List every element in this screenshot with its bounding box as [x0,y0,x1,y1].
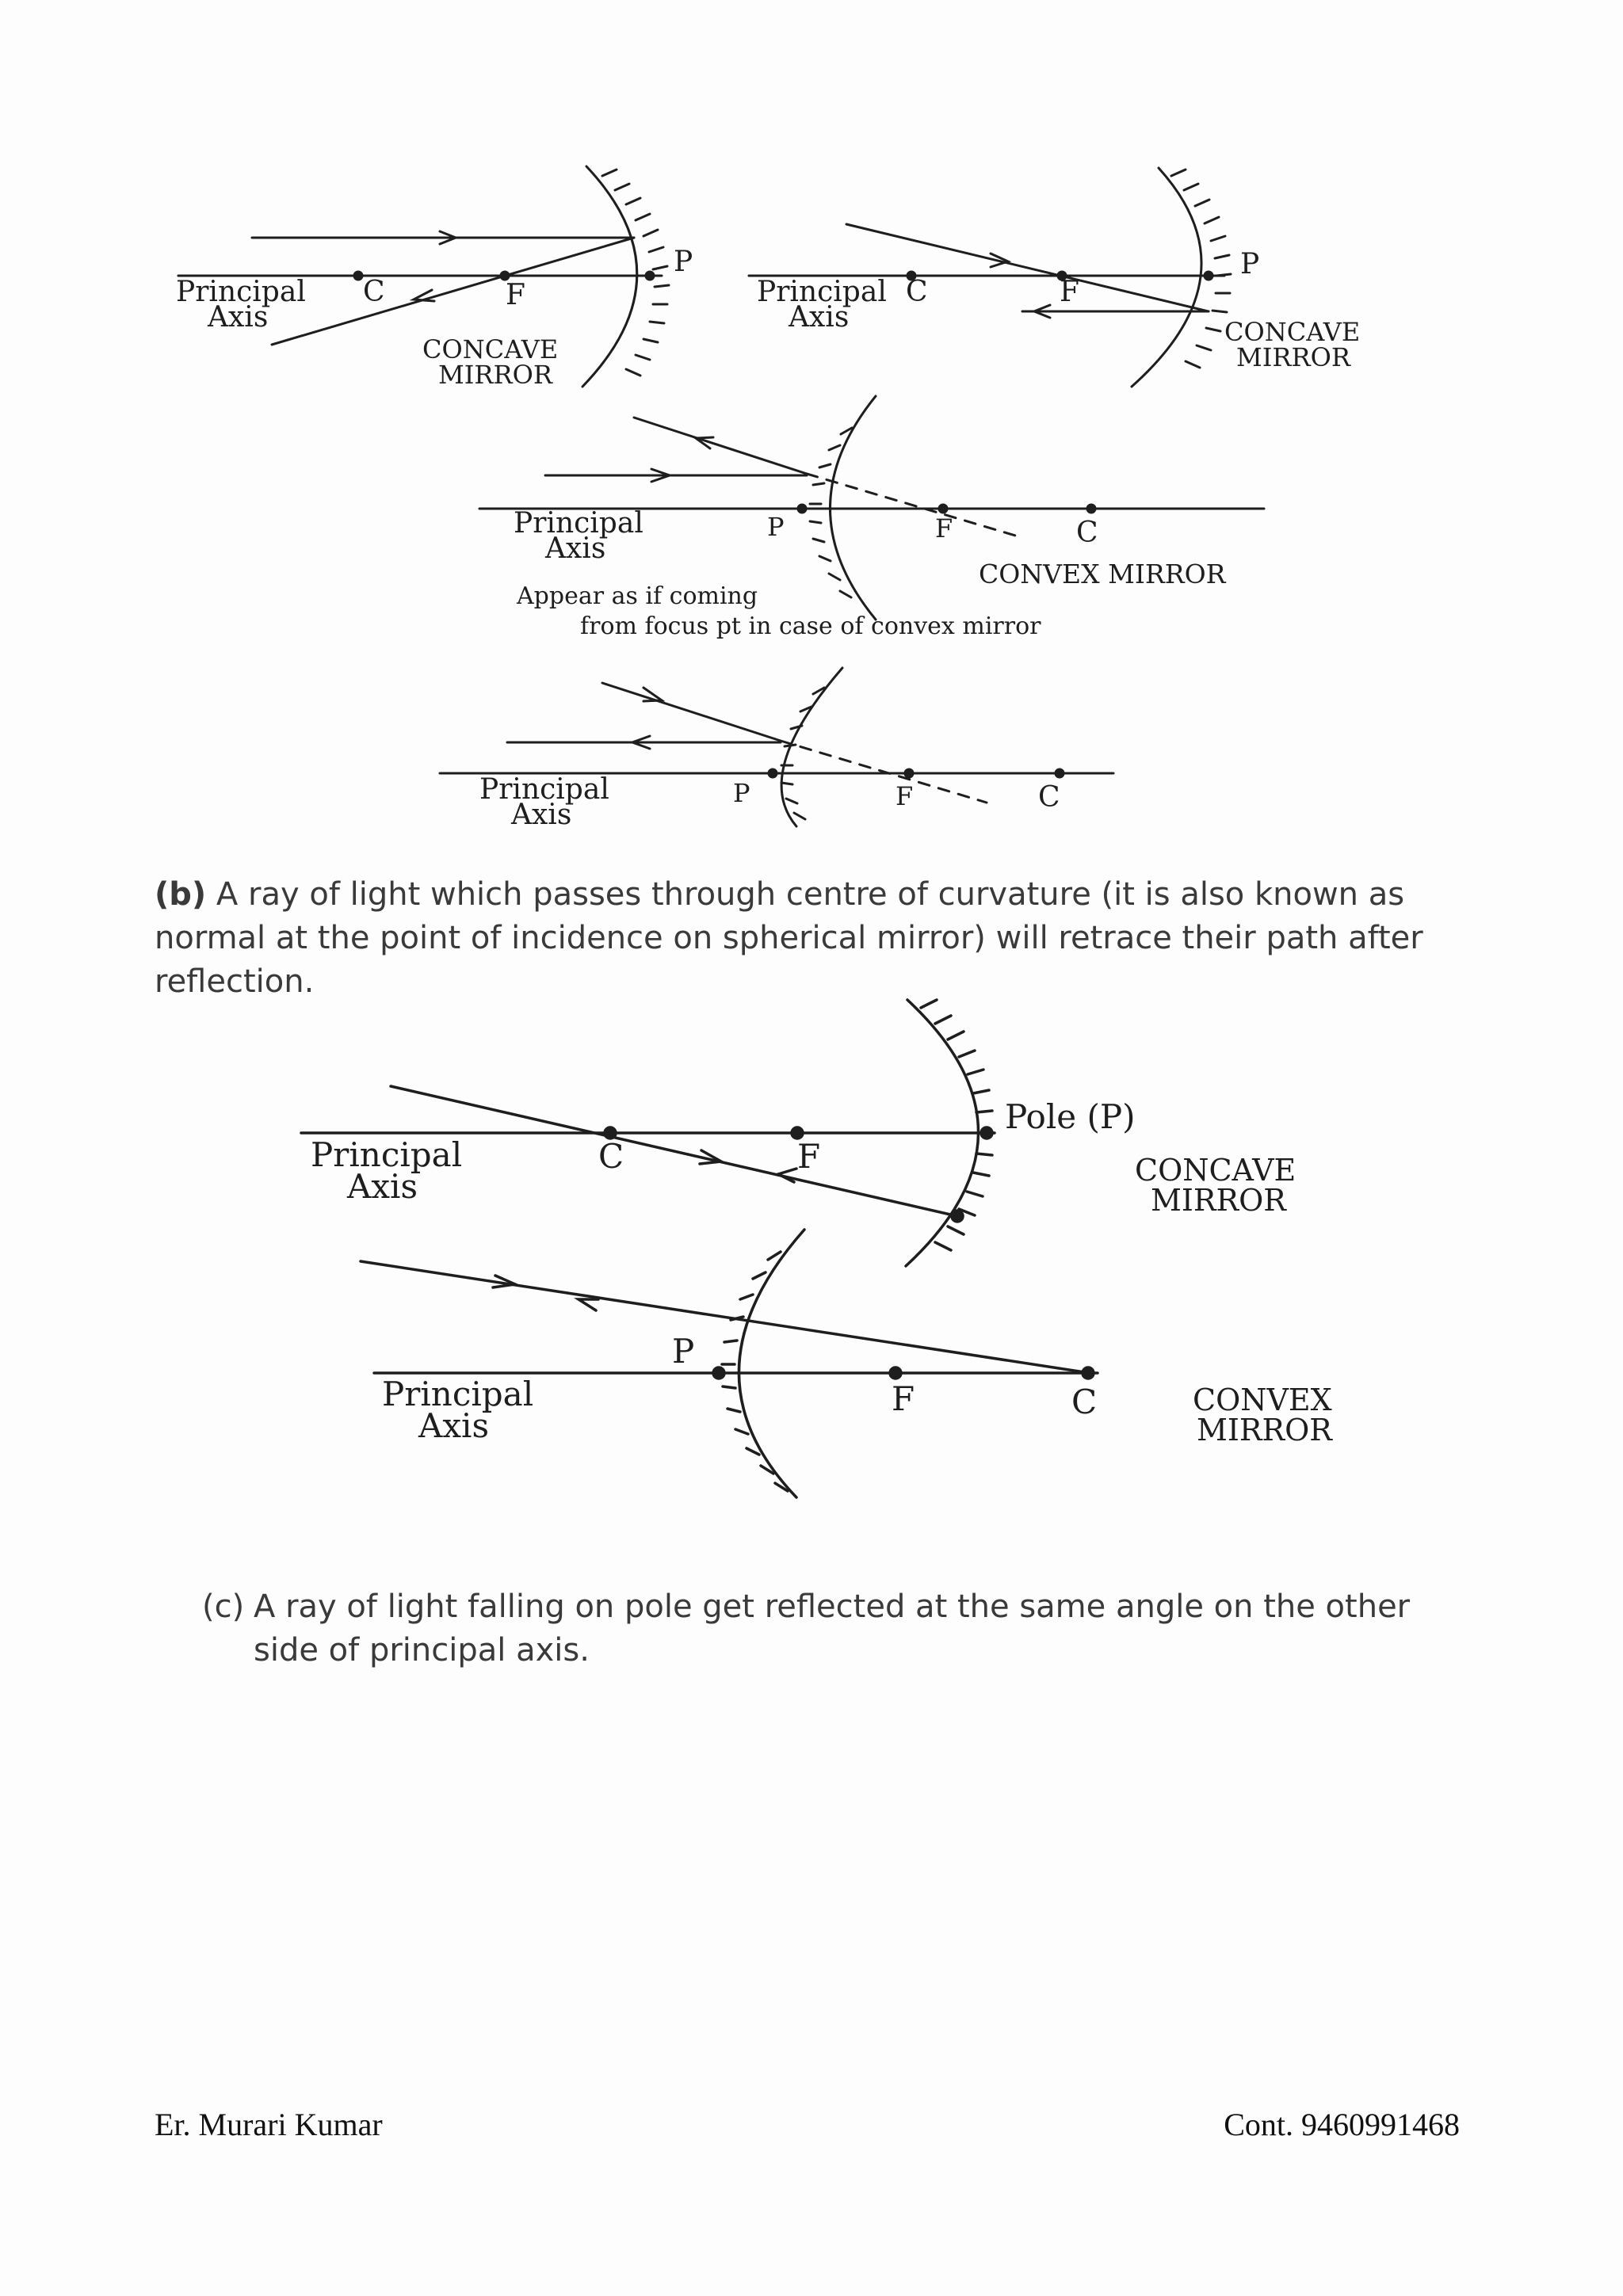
section-c-paragraph [202,1585,1438,1672]
principal-axis-label: Principal [176,276,306,308]
ray-diagrams-figure-1 [0,0,1623,864]
principal-axis-label: Principal [757,276,887,308]
point-p-label: P [1240,248,1260,280]
mirror-hatching [722,1252,788,1491]
section-c-text: A ray of light falling on pole get reflected at the same angle on the other side of principal axis. [254,1589,1411,1669]
virtual-ray-dashed [781,741,987,803]
point-f-label: F [797,1137,821,1176]
concave-mirror-label: CONCAVE [1224,317,1361,347]
incident-ray [846,224,1209,311]
principal-axis-label: Axis [545,532,606,565]
annotation-text: from focus pt in case of convex mirror [580,612,1041,640]
point-c-label: C [363,276,385,308]
point-c-label: C [906,276,928,308]
point-p-label: P [733,778,750,808]
point-c [1083,1367,1094,1379]
point-c [354,272,362,280]
footer-author: Er. Murari Kumar [155,2107,383,2142]
principal-axis-label: Axis [511,799,572,831]
point-c-label: C [598,1137,624,1176]
arrow-head [414,290,434,301]
point-c-label: C [1076,517,1098,549]
ray-diagrams-figure-2 [0,982,1623,1505]
convex-mirror-label: CONVEX MIRROR [979,559,1226,589]
principal-axis-label: Principal [514,507,643,540]
convex-mirror [781,668,842,826]
principal-axis-label: Axis [208,301,269,334]
diagram-concave-centre-ray [301,1000,995,1266]
point-p [646,272,654,280]
point-f [939,505,947,513]
point-f-label: F [1060,276,1079,308]
point-p-label: P [767,512,785,542]
diagram-convex-centre-ray [361,1230,1098,1497]
pole-label: Pole (P) [1005,1097,1136,1136]
incident-ray [361,1261,1090,1373]
incident-ray [602,683,781,741]
principal-axis-label: Principal [311,1135,463,1174]
point-f-label: F [892,1379,915,1418]
point-p [713,1367,724,1379]
convex-mirror-label: CONVEX [1193,1383,1332,1417]
point-c-label: C [1038,781,1060,814]
point-f-label: F [896,781,914,811]
point-f-label: F [506,279,525,311]
point-p [769,769,777,777]
point-c [1087,505,1095,513]
concave-mirror-label: MIRROR [438,360,552,390]
point-f-label: F [935,513,953,543]
point-f [905,769,913,777]
point-p [1205,272,1212,280]
annotation-text: Appear as if coming [517,582,758,610]
point-c [1056,769,1064,777]
concave-mirror-label: CONCAVE [422,334,559,364]
point-p-label: P [672,1332,695,1371]
section-b-label: (b) [155,876,207,913]
point-p-label: P [674,246,693,278]
principal-axis-label: Axis [418,1406,490,1445]
principal-axis-label: Axis [347,1167,418,1206]
convex-mirror [739,1230,804,1497]
principal-axis-label: Principal [382,1375,534,1413]
virtual-ray-dashed [807,474,1021,537]
incident-ray [391,1086,957,1216]
point-c-label: C [1071,1383,1098,1421]
reflected-ray [634,418,807,474]
incidence-point [952,1211,963,1222]
principal-axis-label: Axis [789,301,850,334]
principal-axis-label: Principal [479,773,609,806]
reflected-ray [272,238,634,345]
section-b-text: A ray of light which passes through centre of curvature (it is also known as normal at the point of incidence on spherical mirror) will retrace their path after reflection. [155,876,1423,1000]
concave-mirror-label: MIRROR [1151,1183,1286,1218]
concave-mirror-label: CONCAVE [1135,1153,1296,1188]
point-p [981,1127,992,1138]
arrow-head [778,1169,796,1182]
point-f [890,1367,901,1379]
concave-mirror [1132,168,1201,387]
arrow-head [579,1299,598,1310]
point-p [798,505,806,513]
convex-mirror-label: MIRROR [1197,1413,1332,1447]
concave-mirror-label: MIRROR [1236,342,1350,372]
footer-contact: Cont. 9460991468 [1224,2107,1460,2142]
section-c-label: (c) [202,1589,245,1625]
